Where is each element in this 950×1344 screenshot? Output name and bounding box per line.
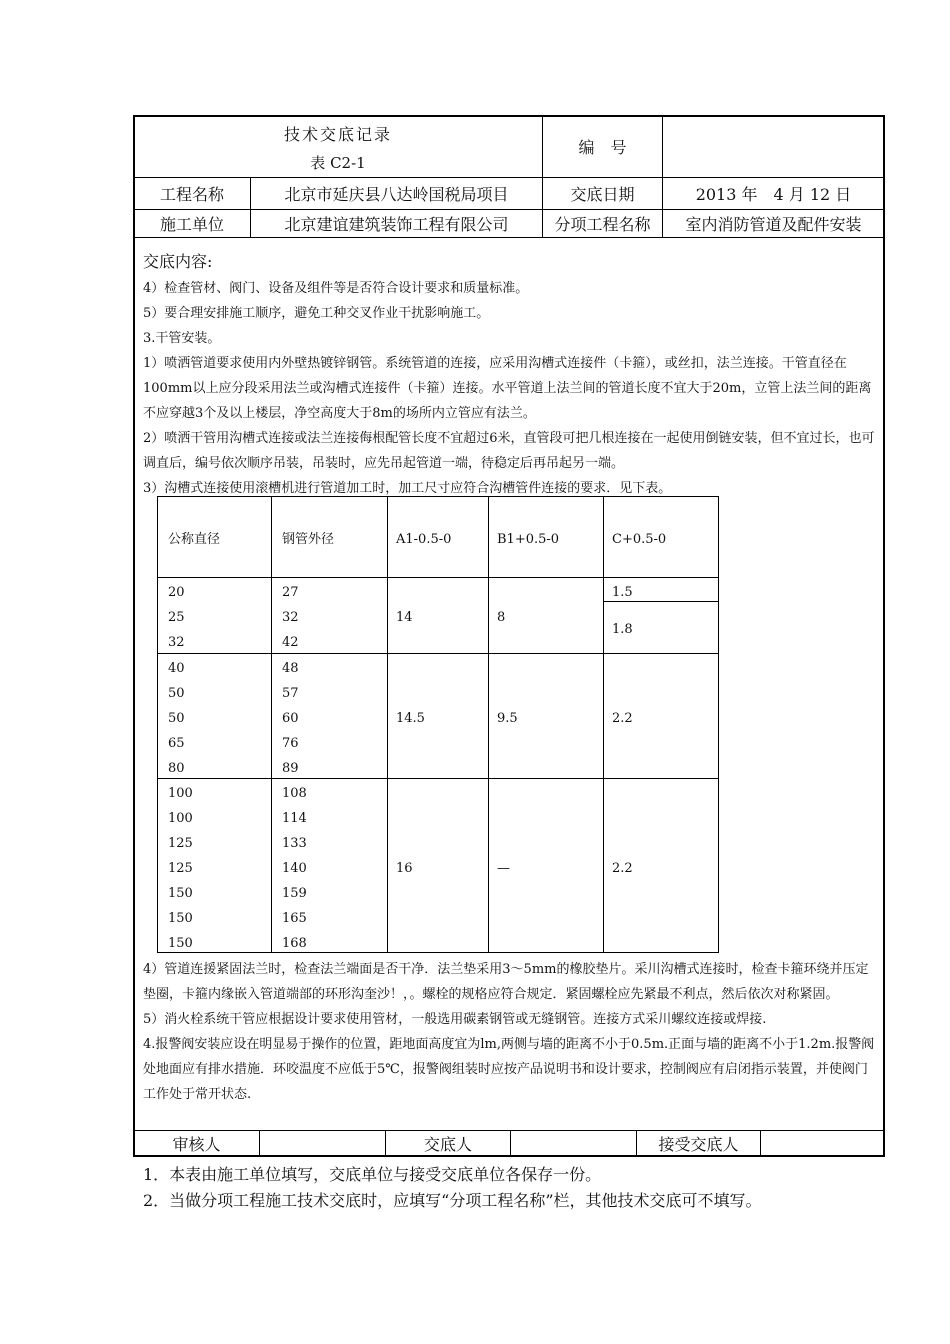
form-number-code: 表 C2-1 bbox=[310, 154, 366, 172]
receiver-value bbox=[761, 1131, 884, 1156]
discloser-value bbox=[511, 1131, 636, 1156]
footnote: 1．本表由施工单位填写，交底单位与接受交底单位各保存一份。 bbox=[143, 1165, 602, 1184]
subproject-value: 室内消防管道及配件安装 bbox=[685, 215, 862, 234]
pipe-dimension-table bbox=[157, 496, 719, 952]
table-line bbox=[157, 952, 719, 953]
table-cell: 108 bbox=[282, 786, 307, 801]
reviewer-value bbox=[260, 1131, 385, 1156]
column-header: 公称直径 bbox=[168, 532, 221, 547]
table-cell: 40 bbox=[168, 661, 185, 676]
column-header: C+0.5-0 bbox=[612, 532, 667, 547]
table-line bbox=[603, 496, 604, 952]
table-line bbox=[157, 778, 719, 779]
table-cell: 32 bbox=[282, 610, 299, 625]
table-cell: 57 bbox=[282, 686, 299, 701]
discloser-label: 交底人 bbox=[423, 1135, 472, 1154]
content-paragraph: 3）沟槽式连接使用滚槽机进行管道加工时，加工尺寸应符合沟槽管件连接的要求．见下表。 bbox=[143, 481, 672, 496]
table-cell: 16 bbox=[396, 861, 413, 876]
table-cell: 1.5 bbox=[612, 585, 633, 600]
unit-value: 北京建谊建筑装饰工程有限公司 bbox=[284, 215, 509, 234]
table-cell: 165 bbox=[282, 911, 307, 926]
number-label: 编 号 bbox=[578, 138, 627, 157]
column-header: B1+0.5-0 bbox=[497, 532, 560, 547]
content-paragraph: 3.干管安装。 bbox=[143, 331, 221, 346]
content-paragraph: 5）消火栓系统干管应根据设计要求使用管材，一般选用碳素钢管或无缝钢管。连接方式采川螺纹连接或焊接. bbox=[143, 1012, 767, 1027]
content-before-table bbox=[143, 276, 879, 501]
table-cell: 2.2 bbox=[612, 861, 633, 876]
table-cell: 76 bbox=[282, 736, 299, 751]
number-value bbox=[663, 116, 884, 177]
table-cell: 50 bbox=[168, 686, 185, 701]
table-cell: 14 bbox=[396, 610, 413, 625]
table-line bbox=[488, 496, 489, 952]
table-cell: 8 bbox=[497, 610, 506, 625]
table-cell: 125 bbox=[168, 836, 193, 851]
content-paragraph: 1）喷洒管道要求使用内外壁热镀锌钢管。系统管道的连接，应采用沟槽式连接件（卡箍），或丝扣，法兰连接。干管直径在100mm以上应分段采用法兰或沟槽式连接件（卡箍）连接。水平管道上法兰间的管道长度不宜大于20m，立管上法兰间的距离不应穿越3个及以上楼层，净空高度大于8m的场所内立管应有法兰。 bbox=[143, 356, 872, 421]
table-cell: 80 bbox=[168, 761, 185, 776]
content-paragraph: 4）管道连援紧固法兰时，检查法兰端面是否干净．法兰垫采用3～5mm的橡胶垫片。采川沟槽式连接时，检查卡箍环绕并压定垫圈，卡箍内缘嵌入管道端部的环形沟奎沙！，。螺栓的规格应符合规定．紧固螺栓应先紧最不利点，然后依次对称紧固。 bbox=[143, 962, 869, 1002]
table-line bbox=[157, 653, 719, 654]
content-paragraph: 2）喷洒干管用沟槽式连接或法兰连接侮根配管长度不宜超过6米，直管段可把几根连接在一起使用倒链安装，但不宜过长，也可调直后，编号依次顺序吊装，吊装时，应先吊起管道一端，待稳定后再吊起另一端。 bbox=[143, 431, 875, 471]
table-line bbox=[271, 496, 272, 952]
table-line bbox=[157, 577, 719, 578]
table-cell: 159 bbox=[282, 886, 307, 901]
table-cell: 100 bbox=[168, 786, 193, 801]
table-cell: 114 bbox=[282, 811, 307, 826]
table-line bbox=[157, 496, 158, 952]
project-label: 工程名称 bbox=[159, 185, 224, 204]
content-paragraph: 5）要合理安排施工顺序，避免工种交叉作业干扰影响施工。 bbox=[143, 306, 490, 321]
unit-label: 施工单位 bbox=[159, 215, 224, 234]
table-cell: 60 bbox=[282, 711, 299, 726]
content-heading: 交底内容: bbox=[143, 252, 213, 271]
subproject-label: 分项工程名称 bbox=[554, 215, 651, 234]
table-cell: 1.8 bbox=[612, 622, 633, 637]
table-cell: 27 bbox=[282, 585, 299, 600]
footnote: 2．当做分项工程施工技术交底时，应填写“分项工程名称”栏，其他技术交底可不填写。 bbox=[143, 1191, 762, 1210]
table-cell: 32 bbox=[168, 635, 185, 650]
table-cell: — bbox=[497, 861, 510, 876]
table-cell: 150 bbox=[168, 911, 193, 926]
table-cell: 140 bbox=[282, 861, 307, 876]
table-cell: 133 bbox=[282, 836, 307, 851]
reviewer-label: 审核人 bbox=[172, 1135, 221, 1154]
table-cell: 48 bbox=[282, 661, 299, 676]
table-line bbox=[718, 496, 719, 952]
form-title: 技术交底记录 bbox=[283, 125, 392, 144]
content-paragraph: 4）检查管材、阀门、设备及组件等是否符合设计要求和质量标准。 bbox=[143, 281, 529, 296]
table-cell: 125 bbox=[168, 861, 193, 876]
table-cell: 42 bbox=[282, 635, 299, 650]
date-value: 2013 年 4 月 12 日 bbox=[695, 185, 852, 204]
table-cell: 2.2 bbox=[612, 711, 633, 726]
table-cell: 100 bbox=[168, 811, 193, 826]
receiver-label: 接受交底人 bbox=[658, 1135, 739, 1154]
column-header: A1-0.5-0 bbox=[396, 532, 452, 547]
table-cell: 20 bbox=[168, 585, 185, 600]
date-label: 交底日期 bbox=[570, 185, 635, 204]
table-cell: 50 bbox=[168, 711, 185, 726]
table-cell: 25 bbox=[168, 610, 185, 625]
table-line bbox=[157, 496, 719, 497]
table-cell: 14.5 bbox=[396, 711, 425, 726]
project-value: 北京市延庆县八达岭国税局项目 bbox=[284, 185, 509, 204]
table-line bbox=[387, 496, 388, 952]
content-after-table bbox=[143, 957, 879, 1107]
table-cell: 168 bbox=[282, 936, 307, 951]
table-cell: 65 bbox=[168, 736, 185, 751]
table-cell: 150 bbox=[168, 886, 193, 901]
content-paragraph: 4.报警阀安装应设在明显易于操作的位置，距地面高度宜为lm,两侧与墙的距离不小于0.5m.正面与墙的距离不小于1.2m.报警阀处地面应有排水措施．环咬温度不应低于5℃，报警阀组装时应按产品说明书和设计要求，控制阀应有启闭指示装置，并使阀门工作处于常开状态. bbox=[143, 1037, 875, 1102]
table-cell: 89 bbox=[282, 761, 299, 776]
column-header: 钢管外径 bbox=[282, 532, 335, 547]
row-divider bbox=[134, 237, 884, 238]
table-cell: 150 bbox=[168, 936, 193, 951]
table-cell: 9.5 bbox=[497, 711, 518, 726]
